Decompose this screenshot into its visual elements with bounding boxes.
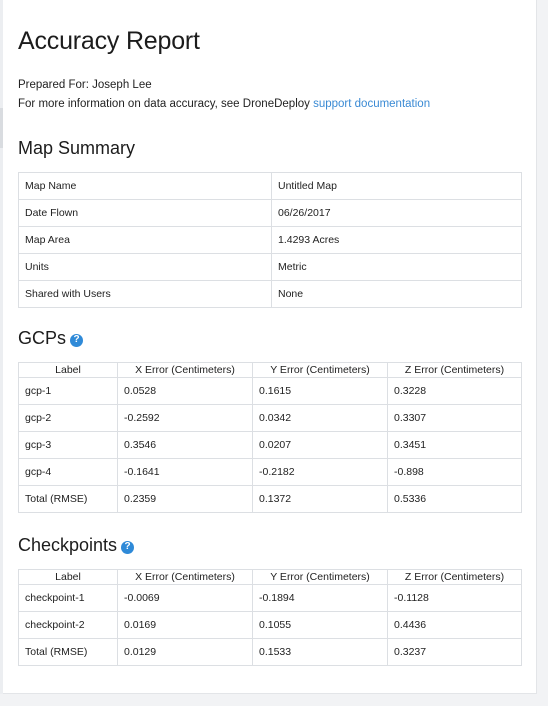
table-row [19,639,522,666]
table-row [19,254,522,281]
table-cell: -0.1641 [118,459,253,486]
more-info-text [18,98,430,110]
table-cell: 0.5336 [388,486,522,513]
summary-label: Shared with Users [19,281,272,308]
table-cell: 0.0207 [253,432,388,459]
summary-label: Map Area [19,227,272,254]
table-cell: -0.1894 [253,585,388,612]
table-row [19,281,522,308]
column-header: Label [19,363,118,378]
support-documentation-link[interactable]: support documentation [313,98,431,110]
summary-value: Metric [272,254,522,281]
table-cell: 0.1533 [253,639,388,666]
table-row [19,585,522,612]
table-row [19,459,522,486]
table-cell: 0.1615 [253,378,388,405]
table-row [19,173,522,200]
table-cell: checkpoint-1 [19,585,118,612]
summary-value: None [272,281,522,308]
table-row [19,200,522,227]
checkpoints-heading [18,535,134,556]
table-cell: -0.0069 [118,585,253,612]
table-cell: Total (RMSE) [19,486,118,513]
table-row [19,405,522,432]
table-cell: -0.2182 [253,459,388,486]
table-header-row [19,363,522,378]
table-cell: -0.1128 [388,585,522,612]
question-circle-icon[interactable]: ? [70,334,83,347]
table-cell: checkpoint-2 [19,612,118,639]
summary-value: 1.4293 Acres [272,227,522,254]
summary-value: Untitled Map [272,173,522,200]
checkpoints-heading-text: Checkpoints [18,535,118,555]
left-edge [0,0,3,694]
table-cell: 0.0528 [118,378,253,405]
table-cell: 0.4436 [388,612,522,639]
table-cell: 0.3546 [118,432,253,459]
table-cell: gcp-1 [19,378,118,405]
column-header: Y Error (Centimeters) [253,363,388,378]
column-header: Y Error (Centimeters) [253,570,388,585]
table-cell: 0.1372 [253,486,388,513]
column-header: Z Error (Centimeters) [388,363,522,378]
table-cell: Total (RMSE) [19,639,118,666]
map-summary-table [18,172,522,308]
prepared-for-text: Prepared For: Joseph Lee [18,79,152,91]
summary-label: Date Flown [19,200,272,227]
summary-value: 06/26/2017 [272,200,522,227]
map-summary-heading-text: Map Summary [18,138,136,158]
table-cell: -0.2592 [118,405,253,432]
table-cell: gcp-3 [19,432,118,459]
more-info-prefix: For more information on data accuracy, see DroneDeploy [18,98,314,110]
gcps-heading [18,328,83,349]
table-row [19,378,522,405]
summary-label: Map Name [19,173,272,200]
table-row [19,486,522,513]
table-cell: 0.1055 [253,612,388,639]
gcps-table [18,362,522,513]
table-cell: 0.3307 [388,405,522,432]
table-cell: gcp-4 [19,459,118,486]
checkpoints-table [18,569,522,666]
table-cell: -0.898 [388,459,522,486]
table-cell: 0.3228 [388,378,522,405]
table-header-row [19,570,522,585]
column-header: Z Error (Centimeters) [388,570,522,585]
table-cell: 0.0169 [118,612,253,639]
page-title: Accuracy Report [18,27,200,55]
table-cell: 0.3237 [388,639,522,666]
table-cell: 0.3451 [388,432,522,459]
table-row [19,227,522,254]
gcps-heading-text: GCPs [18,328,67,348]
table-cell: 0.0129 [118,639,253,666]
table-row [19,612,522,639]
summary-label: Units [19,254,272,281]
map-summary-heading [18,138,135,159]
column-header: Label [19,570,118,585]
left-edge-mark [0,108,3,148]
column-header: X Error (Centimeters) [118,570,253,585]
column-header: X Error (Centimeters) [118,363,253,378]
table-cell: 0.2359 [118,486,253,513]
question-circle-icon[interactable]: ? [121,541,134,554]
table-cell: gcp-2 [19,405,118,432]
table-row [19,432,522,459]
table-cell: 0.0342 [253,405,388,432]
